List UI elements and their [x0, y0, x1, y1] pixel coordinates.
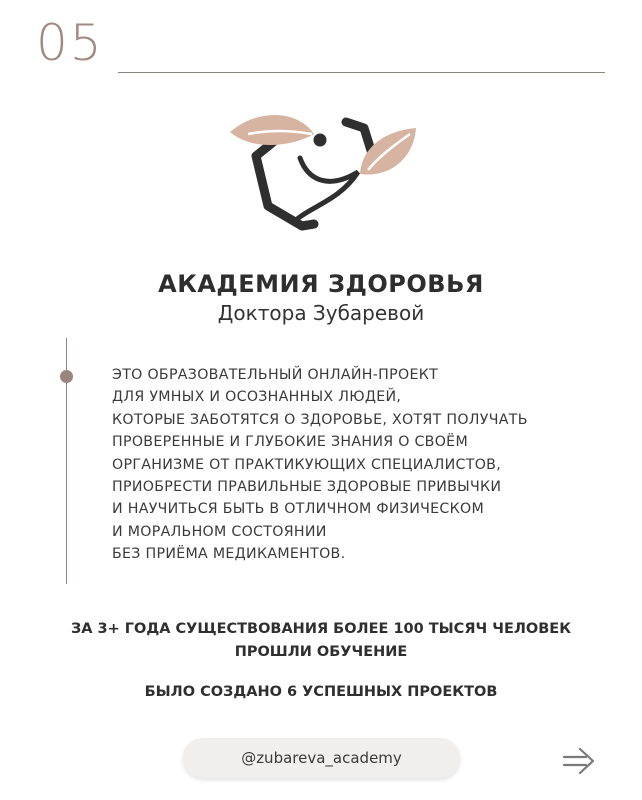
- stat-students: [0, 618, 642, 664]
- description-line: ПРОВЕРЕННЫЕ И ГЛУБОКИЕ ЗНАНИЯ О СВОЁМ: [112, 434, 468, 451]
- timeline-dot: [60, 370, 73, 383]
- instagram-handle-button[interactable]: [183, 738, 460, 778]
- description-line: БЕЗ ПРИЁМА МЕДИКАМЕНТОВ.: [112, 546, 346, 563]
- project-description: [112, 364, 602, 566]
- description-line: ДЛЯ УМНЫХ И ОСОЗНАННЫХ ЛЮДЕЙ,: [112, 389, 402, 406]
- leaf-figure-logo-icon: [228, 108, 418, 238]
- stat-projects: БЫЛО СОЗДАНО 6 УСПЕШНЫХ ПРОЕКТОВ: [144, 684, 498, 700]
- stat-students-line2: ПРОШЛИ ОБУЧЕНИЕ: [234, 644, 408, 660]
- page-number: 05: [36, 14, 104, 72]
- description-line: КОТОРЫЕ ЗАБОТЯТСЯ О ЗДОРОВЬЕ, ХОТЯТ ПОЛУЧАТЬ: [112, 411, 528, 428]
- description-line: И НАУЧИТЬСЯ БЫТЬ В ОТЛИЧНОМ ФИЗИЧЕСКОМ: [112, 501, 484, 518]
- handle-text: @zubareva_academy: [241, 749, 402, 767]
- academy-subtitle: Доктора Зубаревой: [217, 301, 425, 325]
- academy-title: АКАДЕМИЯ ЗДОРОВЬЯ: [158, 270, 484, 298]
- description-line: И МОРАЛЬНОМ СОСТОЯНИИ: [112, 523, 327, 540]
- description-line: ПРИОБРЕСТИ ПРАВИЛЬНЫЕ ЗДОРОВЫЕ ПРИВЫЧКИ: [112, 479, 502, 496]
- description-line: ЭТО ОБРАЗОВАТЕЛЬНЫЙ ОНЛАЙН-ПРОЕКТ: [112, 367, 439, 383]
- stat-students-line1: ЗА 3+ ГОДА СУЩЕСТВОВАНИЯ БОЛЕЕ 100 ТЫСЯЧ ЧЕЛОВЕК: [70, 621, 572, 637]
- header-divider: [118, 72, 605, 73]
- arrow-right-icon[interactable]: [560, 741, 600, 781]
- description-line: ОРГАНИЗМЕ ОТ ПРАКТИКУЮЩИХ СПЕЦИАЛИСТОВ,: [112, 456, 502, 473]
